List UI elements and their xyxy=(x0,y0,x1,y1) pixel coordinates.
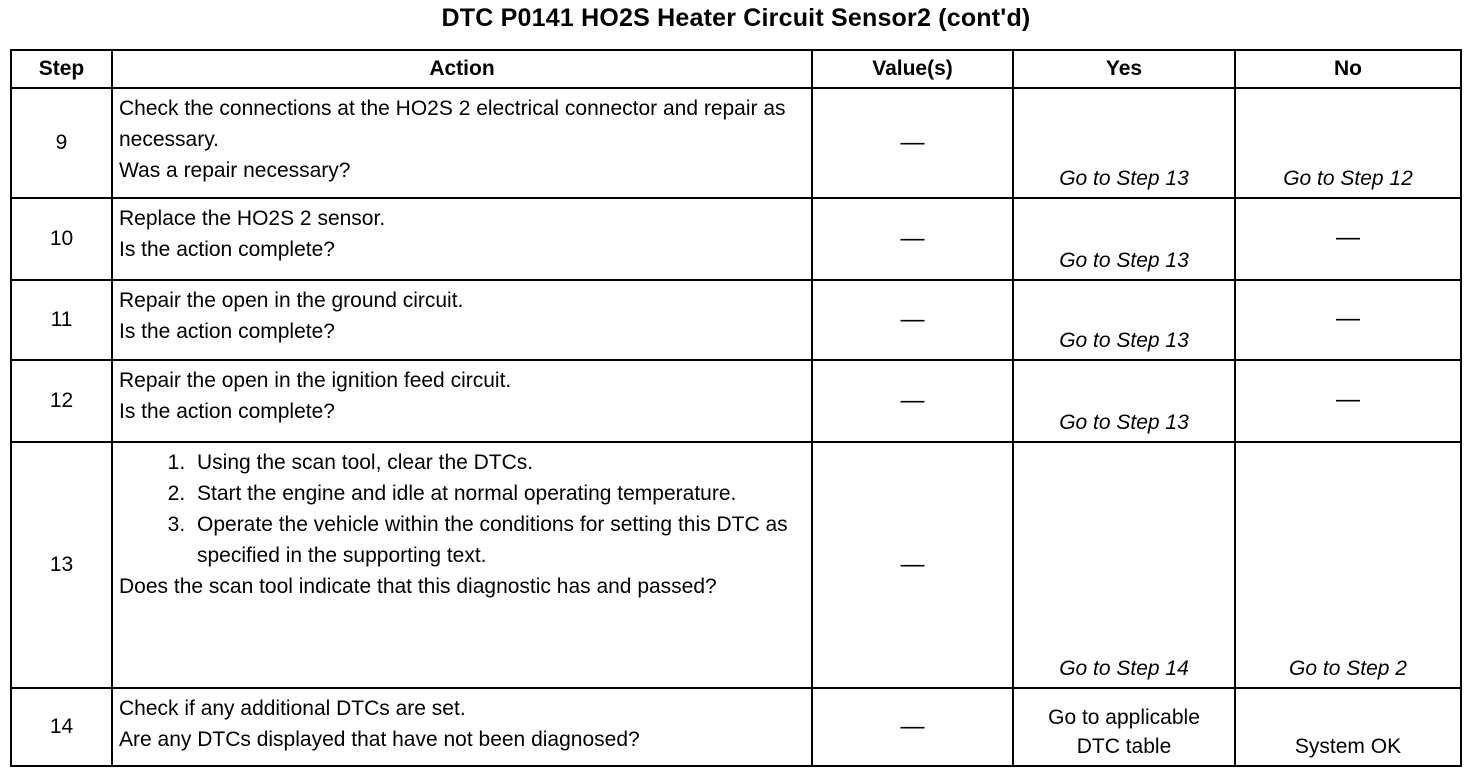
action-question: Was a repair necessary? xyxy=(119,159,351,182)
value-cell: — xyxy=(812,198,1013,280)
value-cell: — xyxy=(812,442,1013,688)
no-cell: — xyxy=(1235,360,1461,442)
value-cell: — xyxy=(812,88,1013,198)
no-cell: Go to Step 12 xyxy=(1235,88,1461,198)
table-row xyxy=(11,280,1461,360)
list-item: 2. Start the engine and idle at normal operating temperature. xyxy=(191,478,805,509)
header-action: Action xyxy=(112,50,812,88)
step-number: 13 xyxy=(11,442,112,688)
step-number: 9 xyxy=(11,88,112,198)
no-cell: — xyxy=(1235,198,1461,280)
value-cell: — xyxy=(812,688,1013,766)
action-cell xyxy=(112,198,812,280)
value-cell: — xyxy=(812,280,1013,360)
header-yes: Yes xyxy=(1013,50,1235,88)
table-row xyxy=(11,88,1461,198)
action-question: Is the action complete? xyxy=(119,238,335,261)
action-cell xyxy=(112,360,812,442)
table-header-row xyxy=(11,50,1461,88)
step-number: 14 xyxy=(11,688,112,766)
list-item: 1. Using the scan tool, clear the DTCs. xyxy=(191,447,805,478)
yes-cell: Go to Step 13 xyxy=(1013,280,1235,360)
no-cell: Go to Step 2 xyxy=(1235,442,1461,688)
dtc-table xyxy=(10,49,1462,767)
value-cell: — xyxy=(812,360,1013,442)
step-number: 10 xyxy=(11,198,112,280)
step-number: 11 xyxy=(11,280,112,360)
header-step: Step xyxy=(11,50,112,88)
yes-line: DTC table xyxy=(1076,735,1172,758)
header-no: No xyxy=(1235,50,1461,88)
yes-cell xyxy=(1013,688,1235,766)
action-text: Repair the open in the ignition feed circuit. xyxy=(119,369,512,392)
no-cell: — xyxy=(1235,280,1461,360)
action-question: Is the action complete? xyxy=(119,400,335,423)
action-cell xyxy=(112,688,812,766)
action-cell xyxy=(112,88,812,198)
action-text: Check if any additional DTCs are set. xyxy=(119,697,466,720)
page-title: DTC P0141 HO2S Heater Circuit Sensor2 (cont'd) xyxy=(441,4,1031,32)
yes-line: Go to applicable xyxy=(1048,706,1200,729)
yes-cell: Go to Step 13 xyxy=(1013,360,1235,442)
action-question: Are any DTCs displayed that have not been diagnosed? xyxy=(119,728,640,751)
table-row xyxy=(11,198,1461,280)
action-text: Check the connections at the HO2S 2 electrical connector and repair as necessary. xyxy=(119,97,786,151)
action-cell xyxy=(112,442,812,688)
yes-cell: Go to Step 14 xyxy=(1013,442,1235,688)
yes-cell: Go to Step 13 xyxy=(1013,88,1235,198)
yes-cell: Go to Step 13 xyxy=(1013,198,1235,280)
header-values: Value(s) xyxy=(812,50,1013,88)
no-cell: System OK xyxy=(1235,688,1461,766)
action-question: Does the scan tool indicate that this diagnostic has and passed? xyxy=(119,575,717,598)
table-row xyxy=(11,688,1461,766)
list-item: 3. Operate the vehicle within the conditions for setting this DTC as specified in the supporting text. xyxy=(191,509,805,571)
action-text: Repair the open in the ground circuit. xyxy=(119,289,464,312)
action-cell xyxy=(112,280,812,360)
table-row xyxy=(11,360,1461,442)
table-row xyxy=(11,442,1461,688)
step-number: 12 xyxy=(11,360,112,442)
action-text: Replace the HO2S 2 sensor. xyxy=(119,207,386,230)
action-steps-list xyxy=(119,447,805,571)
action-question: Is the action complete? xyxy=(119,320,335,343)
